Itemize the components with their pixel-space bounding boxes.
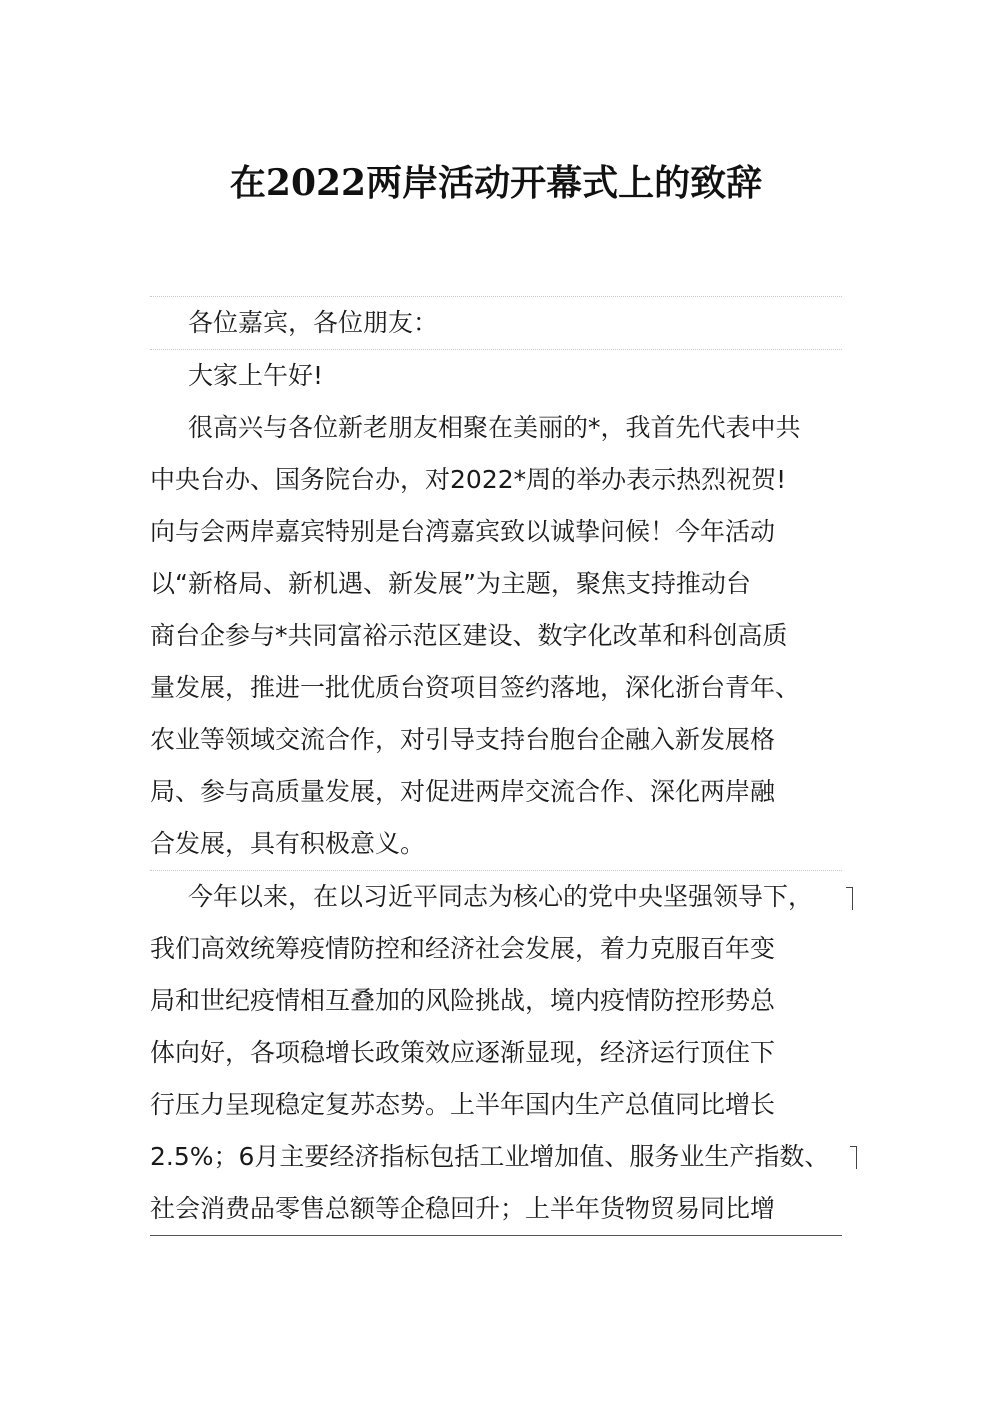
paragraph-line: 社会消费品零售总额等企稳回升；上半年货物贸易同比增 — [150, 1194, 776, 1223]
paragraph-2 — [150, 871, 842, 1235]
paragraph-salutation — [150, 297, 842, 349]
page-title: 在2022两岸活动开幕式上的致辞 — [229, 162, 763, 204]
margin-bracket-mark — [850, 1146, 857, 1169]
paragraph-line: 今年以来，在以习近平同志为核心的党中央坚强领导下， — [188, 882, 814, 911]
margin-bracket-mark — [846, 887, 853, 910]
paragraph-line: 量发展，推进一批优质台资项目签约落地，深化浙台青年、 — [150, 673, 801, 702]
paragraph-line: 局、参与高质量发展，对促进两岸交流合作、深化两岸融 — [150, 777, 776, 806]
paragraph-line: 体向好，各项稳增长政策效应逐渐显现，经济运行顶住下 — [150, 1038, 776, 1067]
paragraph-1 — [150, 402, 842, 870]
paragraph-line: 商台企参与*共同富裕示范区建设、数字化改革和科创高质 — [150, 621, 788, 650]
paragraph-line: 很高兴与各位新老朋友相聚在美丽的*，我首先代表中共 — [188, 413, 801, 442]
paragraph-line: 以“新格局、新机遇、新发展”为主题，聚焦支持推动台 — [150, 569, 751, 598]
paragraph-line: 局和世纪疫情相互叠加的风险挑战，境内疫情防控形势总 — [150, 986, 776, 1015]
paragraph-line: 大家上午好! — [188, 361, 324, 390]
paragraph-line: 中央台办、国务院台办，对2022*周的举办表示热烈祝贺! — [150, 465, 787, 494]
paragraph-line: 2.5%；6月主要经济指标包括工业增加值、服务业生产指数、 — [150, 1142, 830, 1171]
paragraph-line: 我们高效统筹疫情防控和经济社会发展，着力克服百年变 — [150, 934, 776, 963]
paragraph-line: 向与会两岸嘉宾特别是台湾嘉宾致以诚挚问候！今年活动 — [150, 517, 776, 546]
paragraph-greeting — [150, 350, 842, 402]
paragraph-line: 农业等领域交流合作，对引导支持台胞台企融入新发展格 — [150, 725, 776, 754]
paragraph-line: 合发展，具有积极意义。 — [150, 829, 426, 858]
paragraph-line: 行压力呈现稳定复苏态势。上半年国内生产总值同比增长 — [150, 1090, 776, 1119]
bottom-rule — [150, 1235, 842, 1236]
document-body — [150, 296, 842, 1236]
paragraph-line: 各位嘉宾，各位朋友： — [188, 308, 439, 337]
